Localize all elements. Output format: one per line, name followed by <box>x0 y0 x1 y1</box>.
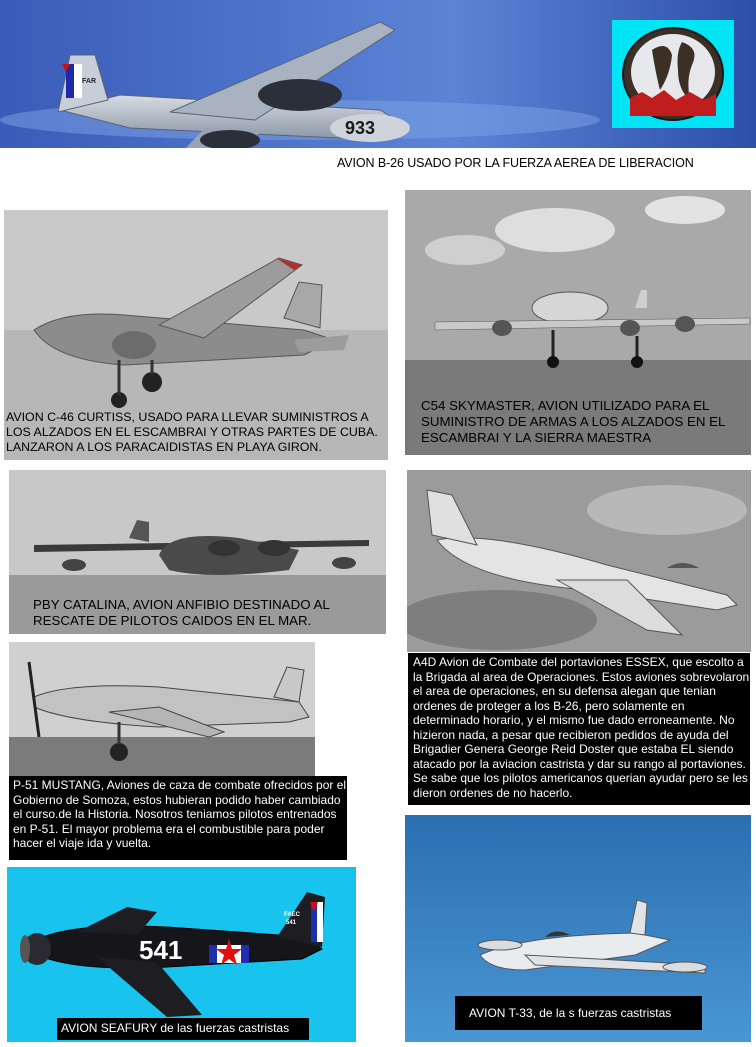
a4d-caption: A4D Avion de Combate del portaviones ESSEX, que escolto a la Brigada al area de Operaciones. Estos aviones sobrevolaron el area de operaciones, en su defensa alegan que tenian ordenes de proteger a los B-26, pero solamente en determinado horario, y el mismo fue dado erroneamente. No hizieron nada, a pesar que recibieron pedidos de ayuda del Brigadier Genera George Reid Doster que estaba EL siendo atacado por la aviacion castrista y dar su rango al portaviones. Se sabe que los pilotos americanos querian ayudar pero se les dieron ordenes de no hacerlo. <box>408 653 750 805</box>
seafury-panel <box>7 867 356 1042</box>
seafury-tail-code: FAEC <box>284 912 301 918</box>
b26-nose-number: 933 <box>345 118 376 138</box>
c46-caption: AVION C-46 CURTISS, USADO PARA LLEVAR SUMINISTROS A LOS ALZADOS EN EL ESCAMBRAI Y OTRAS PARTES DE CUBA. LANZARON A LOS PARACAIDISTAS EN PLAYA GIRON. <box>6 410 378 454</box>
c46-panel <box>4 210 388 460</box>
p51-caption: P-51 MUSTANG, Aviones de caza de combate ofrecidos por el Gobierno de Somoza, estos hubieran podido haber cambiado el curso.de la Historia. Nosotros teniamos pilotos entrenados en P-51. El mayor problema era el combustible para poder hacer el viaje ida y vuelta. <box>9 776 347 860</box>
a4d-photo <box>407 470 751 652</box>
c54-panel <box>405 190 751 455</box>
seafury-fuselage-number: 541 <box>139 935 183 965</box>
liberation-logo <box>612 20 734 128</box>
b26-tail-mark: FAR <box>82 78 96 85</box>
pby-panel <box>9 470 386 634</box>
a4d-panel <box>407 470 751 652</box>
b26-caption: AVION B-26 USADO POR LA FUERZA AEREA DE LIBERACION <box>337 156 694 170</box>
c54-caption: C54 SKYMASTER, AVION UTILIZADO PARA EL SUMINISTRO DE ARMAS A LOS ALZADOS EN EL ESCAMBRAI Y LA SIERRA MAESTRA <box>421 398 725 445</box>
b26-header-panel <box>0 0 756 148</box>
seafury-tail-number: 541 <box>286 920 297 926</box>
p51-photo <box>9 642 315 776</box>
p51-panel <box>9 642 315 776</box>
seafury-caption: AVION SEAFURY de las fuerzas castristas <box>57 1018 309 1040</box>
t33-caption: AVION T-33, de la s fuerzas castristas <box>455 996 702 1030</box>
pby-caption: PBY CATALINA, AVION ANFIBIO DESTINADO AL RESCATE DE PILOTOS CAIDOS EN EL MAR. <box>33 597 330 628</box>
eagle-emblem-icon <box>612 20 734 128</box>
